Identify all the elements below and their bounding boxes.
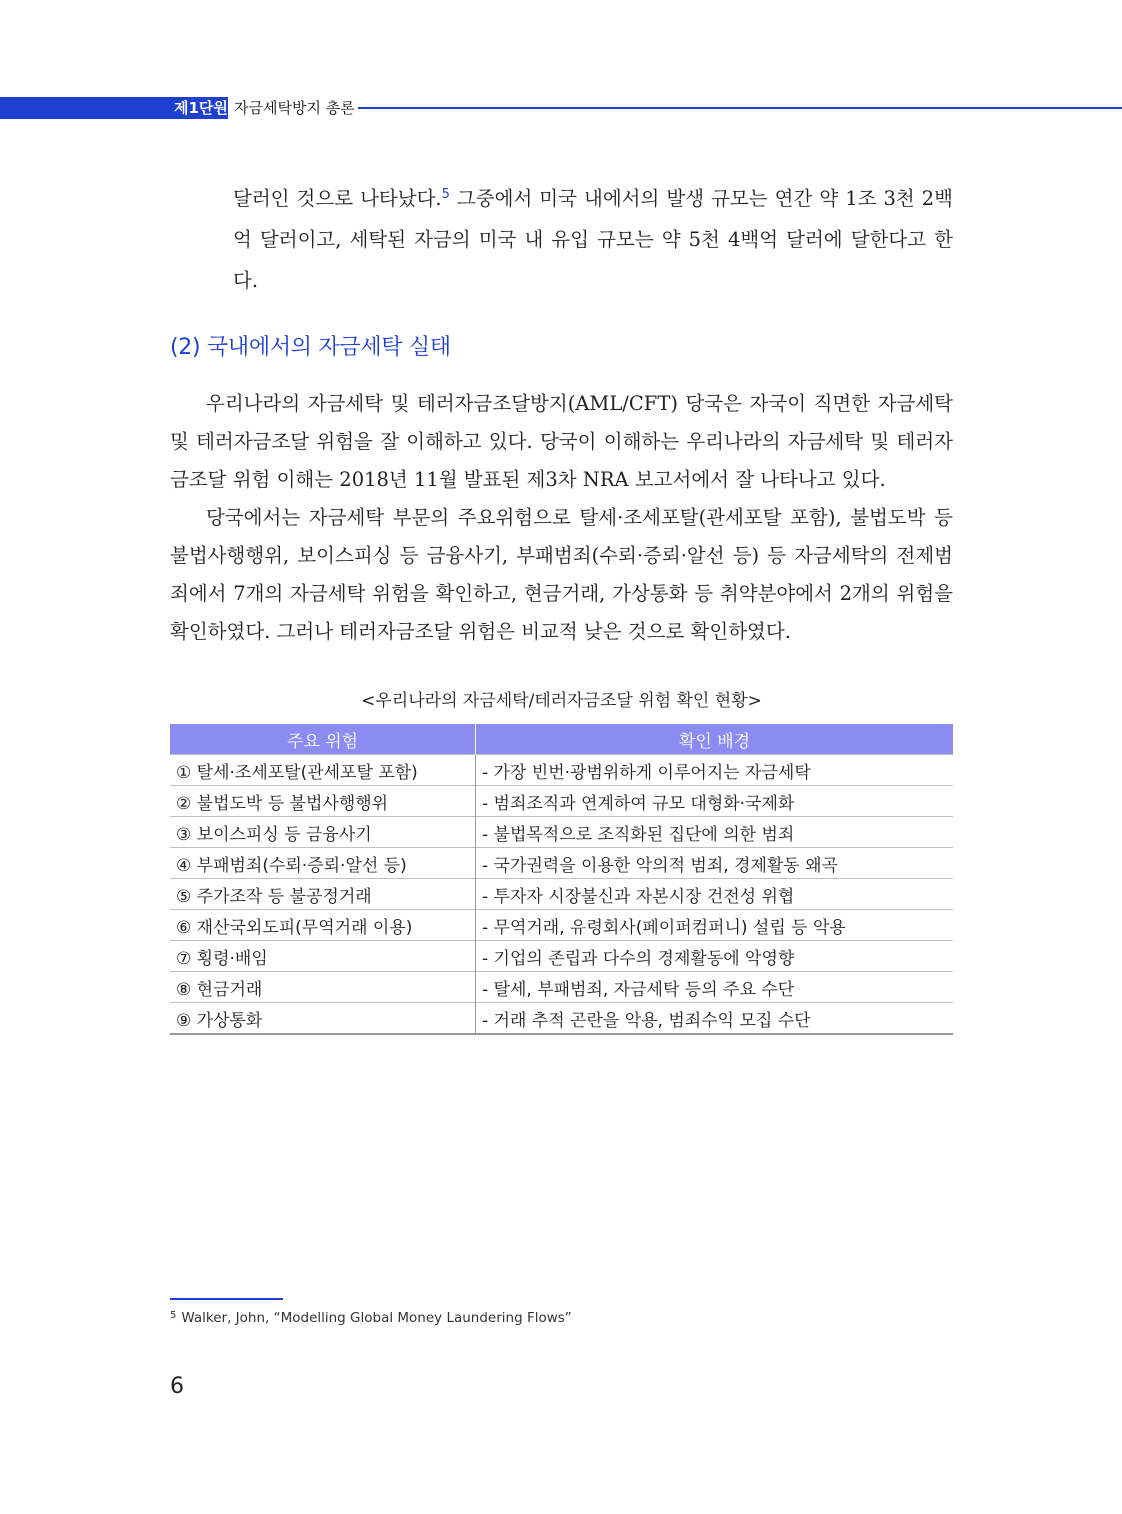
background-cell: - 무역거래, 유령회사(페이퍼컴퍼니) 설립 등 악용 bbox=[476, 910, 954, 941]
background-cell: - 거래 추적 곤란을 악용, 범죄수익 모집 수단 bbox=[476, 1003, 954, 1035]
unit-label: 제1단원 bbox=[174, 99, 228, 117]
risk-cell: ① 탈세·조세포탈(관세포탈 포함) bbox=[170, 755, 476, 786]
table-row bbox=[170, 755, 953, 786]
background-cell: - 투자자 시장불신과 자본시장 건전성 위협 bbox=[476, 879, 954, 910]
footnote-rule bbox=[170, 1298, 283, 1300]
background-cell: - 국가권력을 이용한 악의적 범죄, 경제활동 왜곡 bbox=[476, 848, 954, 879]
table-caption: <우리나라의 자금세탁/테러자금조달 위험 확인 현황> bbox=[361, 691, 762, 711]
background-cell: - 가장 빈번·광범위하게 이루어지는 자금세탁 bbox=[476, 755, 954, 786]
table-row bbox=[170, 879, 953, 910]
background-cell: - 범죄조직과 연계하여 규모 대형화·국제화 bbox=[476, 786, 954, 817]
header-rule bbox=[358, 107, 1122, 109]
footnote-number: 5 bbox=[170, 1310, 177, 1321]
table-row bbox=[170, 910, 953, 941]
risk-cell: ⑤ 주가조작 등 불공정거래 bbox=[170, 879, 476, 910]
risk-cell: ② 불법도박 등 불법사행행위 bbox=[170, 786, 476, 817]
footnote-text: Walker, John, “Modelling Global Money Laundering Flows” bbox=[181, 1310, 572, 1326]
table-header-row bbox=[170, 724, 953, 755]
table-row bbox=[170, 848, 953, 879]
risk-table bbox=[170, 724, 953, 1035]
background-cell: - 기업의 존립과 다수의 경제활동에 악영향 bbox=[476, 941, 954, 972]
background-cell: - 불법목적으로 조직화된 집단에 의한 범죄 bbox=[476, 817, 954, 848]
body-paragraph: 우리나라의 자금세탁 및 테러자금조달방지(AML/CFT) 당국은 자국이 직면한 자금세탁 및 테러자금조달 위험을 잘 이해하고 있다. 당국이 이해하는 우리나라의 자금세탁 및 테러자금조달 위험 이해는 2018년 11월 발표된 제3차 NRA 보고서에서 잘 나타나고 있다. bbox=[170, 392, 953, 491]
table-row bbox=[170, 1003, 953, 1035]
table-row bbox=[170, 817, 953, 848]
running-header bbox=[0, 97, 1122, 119]
footnote-ref[interactable]: 5 bbox=[441, 187, 450, 202]
page-number: 6 bbox=[170, 1374, 184, 1399]
footnote bbox=[170, 1310, 572, 1326]
risk-cell: ⑥ 재산국외도피(무역거래 이용) bbox=[170, 910, 476, 941]
table-row bbox=[170, 941, 953, 972]
intro-paragraph bbox=[233, 174, 953, 301]
chapter-title: 자금세탁방지 총론 bbox=[234, 99, 355, 117]
risk-cell: ⑦ 횡령·배임 bbox=[170, 941, 476, 972]
background-cell: - 탈세, 부패범죄, 자금세탁 등의 주요 수단 bbox=[476, 972, 954, 1003]
table-row bbox=[170, 786, 953, 817]
risk-cell: ⑨ 가상통화 bbox=[170, 1003, 476, 1035]
intro-text-after: 그중에서 미국 내에서의 발생 규모는 연간 약 1조 3천 2백억 달러이고, 세탁된 자금의 미국 내 유입 규모는 약 5천 4백억 달러에 달한다고 한다. bbox=[233, 187, 953, 292]
risk-cell: ④ 부패범죄(수뢰·증뢰·알선 등) bbox=[170, 848, 476, 879]
column-header-background: 확인 배경 bbox=[476, 724, 954, 755]
risk-cell: ③ 보이스피싱 등 금융사기 bbox=[170, 817, 476, 848]
section-title: (2) 국내에서의 자금세탁 실태 bbox=[170, 335, 451, 360]
column-header-risk: 주요 위험 bbox=[170, 724, 476, 755]
table-row bbox=[170, 972, 953, 1003]
intro-text-before: 달러인 것으로 나타났다. bbox=[233, 187, 442, 210]
body-paragraph: 당국에서는 자금세탁 부문의 주요위험으로 탈세·조세포탈(관세포탈 포함), 불법도박 등 불법사행행위, 보이스피싱 등 금융사기, 부패범죄(수뢰·증뢰·알선 등) 등 자금세탁의 전제범죄에서 7개의 자금세탁 위험을 확인하고, 현금거래, 가상통화 등 취약분야에서 2개의 위험을 확인하였다. 그러나 테러자금조달 위험은 비교적 낮은 것으로 확인하였다. bbox=[170, 506, 953, 643]
risk-cell: ⑧ 현금거래 bbox=[170, 972, 476, 1003]
